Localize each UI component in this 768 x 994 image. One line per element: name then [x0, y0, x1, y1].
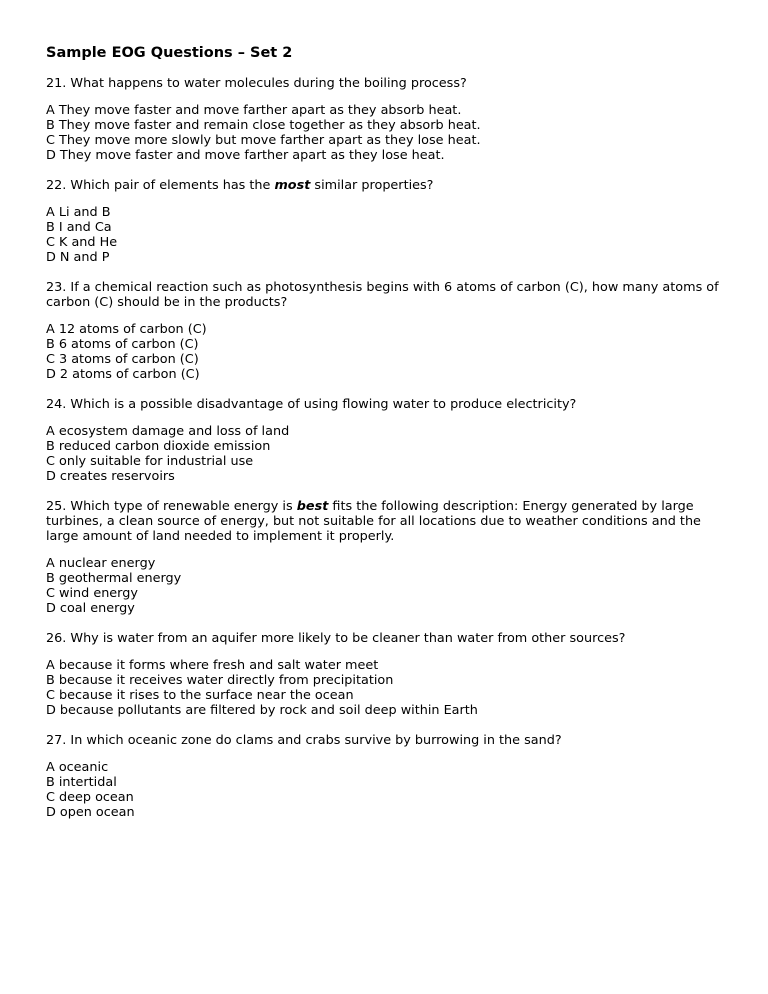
emphasis-text: most — [274, 178, 311, 193]
answer-option-a: A Li and B — [46, 205, 111, 220]
question-text: 26. Why is water from an aquifer more likely to be cleaner than water from other sources? — [46, 631, 626, 646]
answer-option-d: D N and P — [46, 250, 110, 265]
question-text: 21. What happens to water molecules during the boiling process? — [46, 76, 467, 91]
answer-option-b: B intertidal — [46, 775, 117, 790]
answer-option-d: D 2 atoms of carbon (C) — [46, 367, 200, 382]
answer-option-c: C 3 atoms of carbon (C) — [46, 352, 199, 367]
question-text: similar properties? — [310, 178, 434, 193]
answer-options — [46, 322, 736, 382]
question-stem — [46, 178, 736, 193]
question-25 — [46, 499, 736, 616]
answer-option-b: B reduced carbon dioxide emission — [46, 439, 271, 454]
question-text: 25. Which type of renewable energy is — [46, 499, 297, 514]
question-stem — [46, 499, 736, 544]
question-text: 23. If a chemical reaction such as photosynthesis begins with 6 atoms of carbon (C), how many atoms of carbon (C) should be in the products? — [46, 280, 719, 310]
answer-option-a: A nuclear energy — [46, 556, 156, 571]
question-text: 24. Which is a possible disadvantage of using flowing water to produce electricity? — [46, 397, 577, 412]
answer-options — [46, 103, 736, 163]
question-stem — [46, 76, 736, 91]
question-stem — [46, 631, 736, 646]
answer-option-b: B They move faster and remain close together as they absorb heat. — [46, 118, 481, 133]
question-24 — [46, 397, 736, 484]
answer-option-c: C They move more slowly but move farther apart as they lose heat. — [46, 133, 481, 148]
answer-option-d: D creates reservoirs — [46, 469, 175, 484]
question-stem — [46, 733, 736, 748]
answer-option-c: C because it rises to the surface near the ocean — [46, 688, 354, 703]
answer-option-a: A because it forms where fresh and salt water meet — [46, 658, 379, 673]
answer-option-a: A They move faster and move farther apart as they absorb heat. — [46, 103, 462, 118]
question-27 — [46, 733, 736, 820]
answer-option-d: D They move faster and move farther apart as they lose heat. — [46, 148, 445, 163]
question-stem — [46, 280, 736, 310]
answer-option-c: C only suitable for industrial use — [46, 454, 254, 469]
answer-option-b: B 6 atoms of carbon (C) — [46, 337, 199, 352]
question-22 — [46, 178, 736, 265]
answer-option-b: B geothermal energy — [46, 571, 182, 586]
answer-option-a: A oceanic — [46, 760, 109, 775]
emphasis-text: best — [296, 499, 329, 514]
document-page — [46, 44, 736, 835]
answer-option-d: D coal energy — [46, 601, 135, 616]
question-21 — [46, 76, 736, 163]
question-text: fits the following description: Energy generated by large turbines, a clean source of energy, but not suitable for all locations due to weather conditions and the large amount of land needed to implement it properly. — [46, 499, 701, 544]
answer-option-d: D open ocean — [46, 805, 135, 820]
answer-options — [46, 658, 736, 718]
answer-option-c: C wind energy — [46, 586, 138, 601]
answer-option-a: A ecosystem damage and loss of land — [46, 424, 290, 439]
answer-options — [46, 760, 736, 820]
question-text: 27. In which oceanic zone do clams and crabs survive by burrowing in the sand? — [46, 733, 562, 748]
question-stem — [46, 397, 736, 412]
answer-option-b: B I and Ca — [46, 220, 112, 235]
answer-options — [46, 424, 736, 484]
answer-option-c: C deep ocean — [46, 790, 134, 805]
page-title: Sample EOG Questions – Set 2 — [46, 45, 293, 61]
answer-options — [46, 556, 736, 616]
answer-option-c: C K and He — [46, 235, 118, 250]
question-text: 22. Which pair of elements has the — [46, 178, 275, 193]
answer-options — [46, 205, 736, 265]
question-23 — [46, 280, 736, 382]
answer-option-b: B because it receives water directly from precipitation — [46, 673, 394, 688]
answer-option-d: D because pollutants are filtered by rock and soil deep within Earth — [46, 703, 478, 718]
answer-option-a: A 12 atoms of carbon (C) — [46, 322, 207, 337]
question-26 — [46, 631, 736, 718]
